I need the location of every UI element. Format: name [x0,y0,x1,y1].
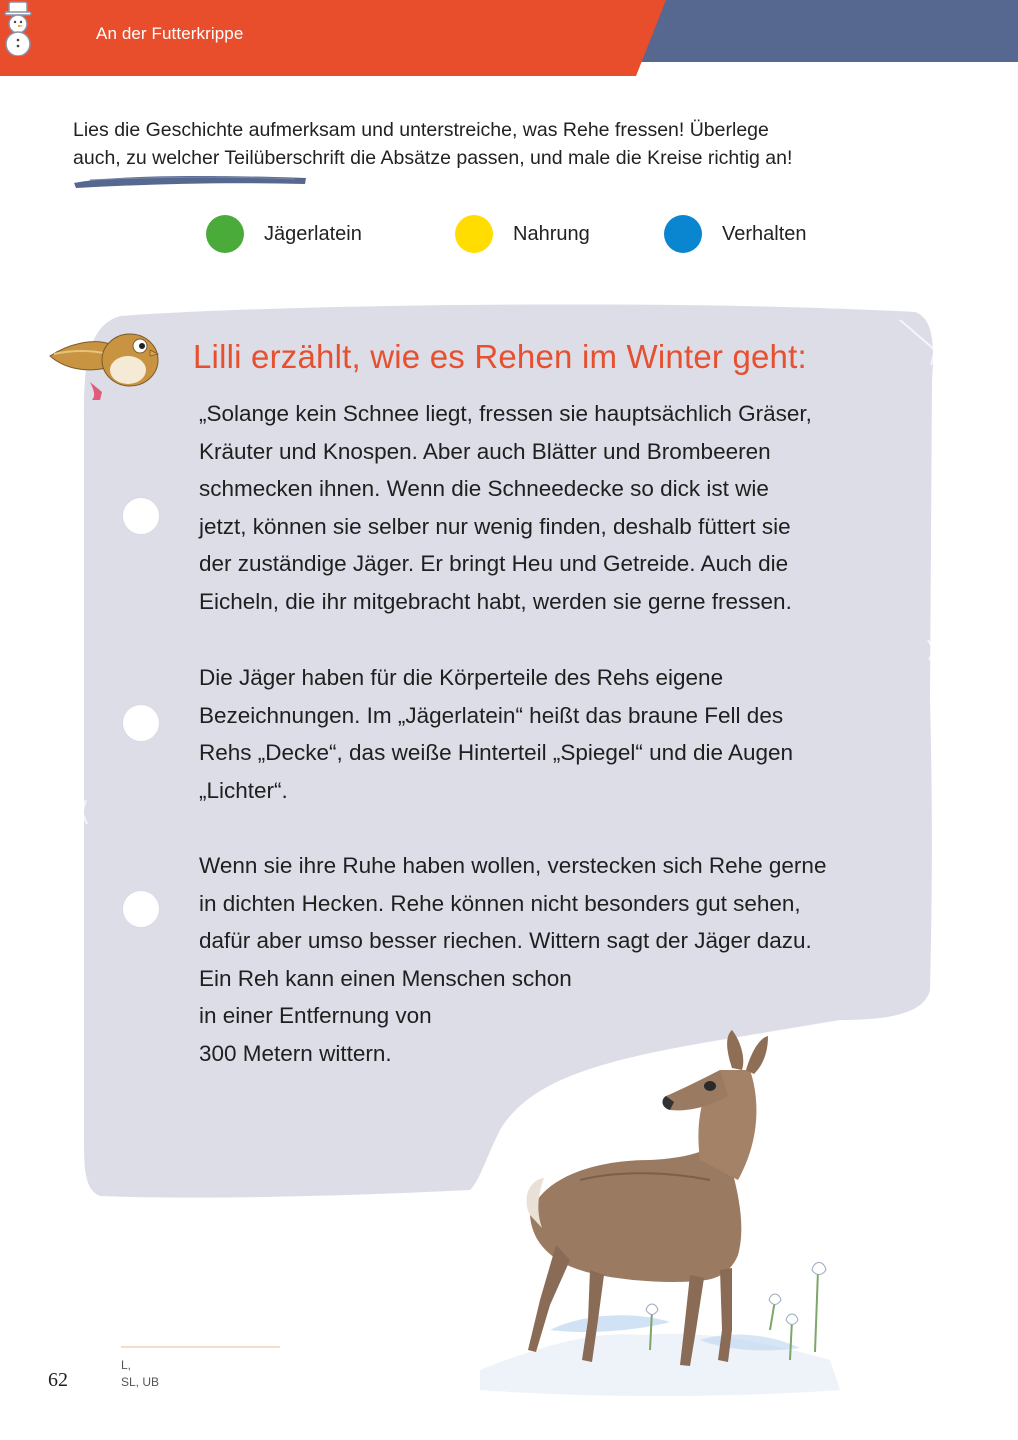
paragraph-3-circle[interactable] [122,890,160,928]
instructions-line-1: Lies die Geschichte aufmerksam und unterstreiche, was Rehe fressen! Überlege [73,119,769,141]
paragraph-2-circle[interactable] [122,704,160,742]
paragraph-line: „Lichter“. [199,777,288,803]
page-number: 62 [48,1369,68,1391]
paragraph-jaegerlatein [199,659,919,809]
legend-label: Verhalten [722,222,807,245]
paragraph-line: „Solange kein Schnee liegt, fressen sie hauptsächlich Gräser, [199,401,812,426]
paragraph-1-circle[interactable] [122,497,160,535]
legend-label: Nahrung [513,222,590,245]
paragraph-line: Kräuter und Knospen. Aber auch Blätter und Brombeeren [199,438,771,464]
paragraph-line: in einer Entfernung von [199,1003,432,1029]
paragraph-line: jetzt, können sie selber nur wenig finden, deshalb füttert sie [199,513,791,539]
paragraph-line: dafür aber umso besser riechen. Wittern sagt der Jäger dazu. [199,928,812,954]
paragraph-nahrung [199,395,919,621]
paragraph-line: Eicheln, die ihr mitgebracht habt, werden sie gerne fressen. [199,588,792,614]
story-title: Lilli erzählt, wie es Rehen im Winter geht: [193,338,807,375]
paragraph-line: Wenn sie ihre Ruhe haben wollen, verstecken sich Rehe gerne [199,853,827,878]
deer-illustration [470,1030,850,1400]
paragraph-line: der zuständige Jäger. Er bringt Heu und Getreide. Auch die [199,551,789,577]
legend-label: Jägerlatein [264,222,362,245]
paragraph-line: 300 Metern wittern. [199,1040,392,1066]
bird-mascot-icon [48,316,164,406]
paragraph-line: Die Jäger haben für die Körperteile des Rehs eigene [199,665,724,690]
paragraph-line: Rehs „Decke“, das weiße Hinterteil „Spiegel“ und die Augen [199,740,794,766]
paragraph-line: in dichten Hecken. Rehe können nicht besonders gut sehen, [199,890,801,916]
paragraph-line: schmecken ihnen. Wenn die Schneedecke so dick ist wie [199,476,769,502]
footer-code [121,1357,159,1391]
footer-code-line-1: L, [121,1358,132,1372]
paragraph-line: Ein Reh kann einen Menschen schon [199,965,572,991]
paragraph-line: Bezeichnungen. Im „Jägerlatein“ heißt das braune Fell des [199,702,784,728]
footer-code-line-2: SL, UB [121,1375,160,1389]
footer-divider [121,1346,280,1348]
header-title: An der Futterkrippe [96,24,244,43]
instructions-line-2: auch, zu welcher Teilüberschrift die Absätze passen, und male die Kreise richtig an! [73,147,793,169]
